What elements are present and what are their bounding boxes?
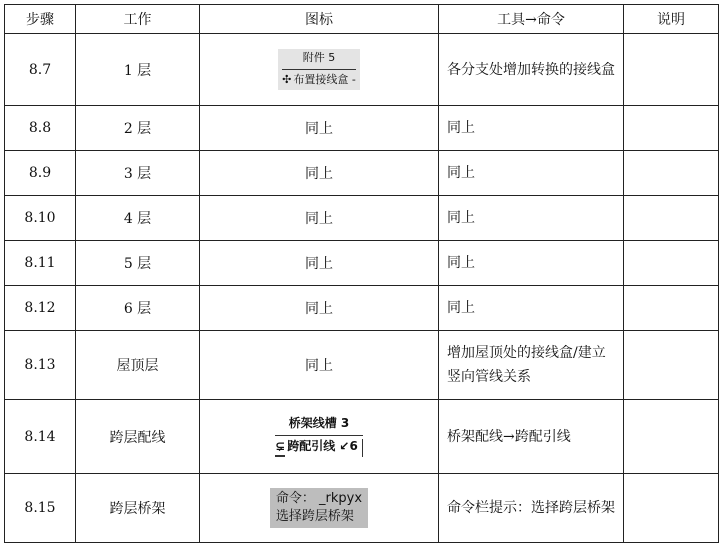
table-row [5,400,719,474]
note-cell [624,151,719,196]
command-cell: 桥架配线→跨配引线 [439,400,624,474]
attachment-label: 附件 5 [282,51,356,69]
command-cell: 各分支处增加转换的接线盒 [439,34,624,106]
work-cell: 6 层 [76,286,200,331]
command-line-2: 选择跨层桥架 [275,509,354,524]
table-row [5,286,719,331]
step-cell: 8.12 [5,286,76,331]
work-cell: 3 层 [76,151,200,196]
table-row [5,474,719,543]
command-cell: 同上 [439,241,624,286]
cross-floor-lead-label: 跨配引线 [287,439,336,453]
work-cell: 2 层 [76,106,200,151]
work-cell: 4 层 [76,196,200,241]
note-cell [624,34,719,106]
work-cell: 跨层配线 [76,400,200,474]
steps-table [4,4,719,543]
command-cell: 同上 [439,286,624,331]
icon-cell: 同上 [200,331,439,400]
icon-cell [200,34,439,106]
command-line-1: 命令： _rkpyx [275,491,363,507]
step-cell: 8.14 [5,400,76,474]
step-cell: 8.13 [5,331,76,400]
shortcut-badge: ↙6 [339,439,358,453]
note-cell [624,241,719,286]
note-cell [624,286,719,331]
crosshair-icon: ✣ [282,72,292,86]
wire-route-icon: ⊊ [275,439,285,457]
note-cell [624,474,719,543]
icon-cell: 同上 [200,196,439,241]
step-cell: 8.8 [5,106,76,151]
cable-tray-label: 桥架线槽 3 [275,416,363,436]
work-cell: 5 层 [76,241,200,286]
note-cell [624,331,719,400]
header-step: 步骤 [5,5,76,34]
work-cell: 屋顶层 [76,331,200,400]
junction-box-label: 布置接线盒 - [293,72,356,86]
command-cell: 同上 [439,151,624,196]
header-row [5,5,719,34]
icon-cell: 同上 [200,106,439,151]
table-row [5,331,719,400]
table-row [5,151,719,196]
icon-cell [200,400,439,474]
table-row [5,34,719,106]
note-cell [624,196,719,241]
icon-cell: 同上 [200,151,439,196]
header-icon: 图标 [200,5,439,34]
step-cell: 8.15 [5,474,76,543]
header-work: 工作 [76,5,200,34]
table-row [5,196,719,241]
icon-cell: 同上 [200,286,439,331]
command-cell: 同上 [439,196,624,241]
table-row [5,106,719,151]
table-row [5,241,719,286]
step-cell: 8.11 [5,241,76,286]
step-cell: 8.7 [5,34,76,106]
header-note: 说明 [624,5,719,34]
note-cell [624,106,719,151]
step-cell: 8.10 [5,196,76,241]
header-command: 工具→命令 [439,5,624,34]
command-cell: 同上 [439,106,624,151]
command-line-snippet [270,488,368,527]
work-cell: 跨层桥架 [76,474,200,543]
command-cell: 增加屋顶处的接线盒/建立竖向管线关系 [439,331,624,400]
cable-tray-toolbar-icon[interactable] [275,416,363,456]
step-cell: 8.9 [5,151,76,196]
icon-cell [200,474,439,543]
work-cell: 1 层 [76,34,200,106]
note-cell [624,400,719,474]
icon-cell: 同上 [200,241,439,286]
command-cell: 命令栏提示：选择跨层桥架 [439,474,624,543]
attachment-toolbar-icon[interactable] [278,49,360,90]
